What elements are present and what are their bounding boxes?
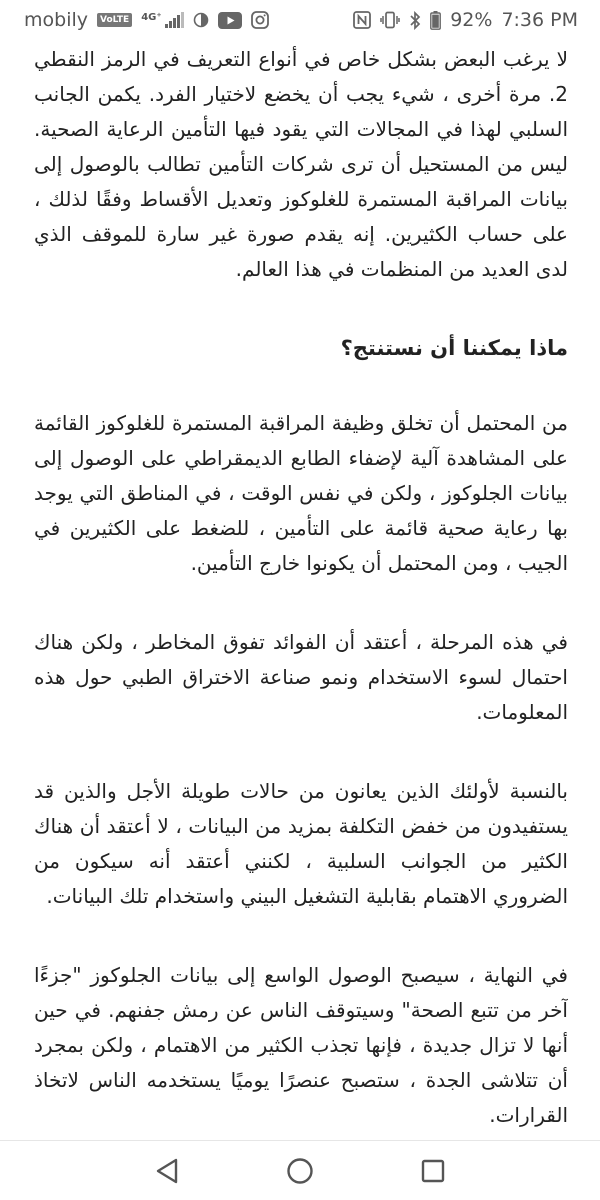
square-recents-icon bbox=[420, 1158, 446, 1184]
recents-button[interactable] bbox=[411, 1149, 455, 1193]
vibrate-icon bbox=[380, 11, 400, 29]
article-paragraph-2: من المحتمل أن تخلق وظيفة المراقبة المستمرة للغلوكوز القائمة على المشاهدة آلية لإضفاء الطابع الديمقراطي على الوصول إلى بيانات الجلوكوز ، ولكن في نفس الوقت ، في المناطق التي يوجد بها رعاية صحية قائمة على التأمين ، للضغط على الكثيرين في الجيب ، ومن المحتمل أن يكونوا خارج التأمين. bbox=[34, 411, 568, 575]
instagram-icon bbox=[251, 11, 269, 29]
clock: 7:36 PM bbox=[501, 9, 578, 31]
circle-home-icon bbox=[286, 1157, 314, 1185]
youtube-icon bbox=[218, 12, 242, 29]
triangle-back-icon bbox=[154, 1157, 180, 1185]
data-saver-icon bbox=[193, 12, 209, 28]
bluetooth-icon bbox=[409, 11, 421, 30]
navigation-bar bbox=[0, 1140, 600, 1200]
status-left bbox=[24, 9, 269, 31]
battery-icon bbox=[430, 11, 441, 30]
article-paragraph-4: بالنسبة لأولئك الذين يعانون من حالات طويلة الأجل والذين قد يستفيدون من خفض التكلفة بمزيد من البيانات ، لا أعتقد أن هناك الكثير من الجوانب السلبية ، لكنني أعتقد أنه سيكون من الضروري الاهتمام بقابلية التشغيل البيني واستخدام تلك البيانات. bbox=[34, 779, 568, 908]
article-body[interactable] bbox=[34, 42, 568, 1137]
volte-badge: VoLTE bbox=[97, 13, 132, 27]
section-heading: ماذا يمكننا أن نستنتج؟ bbox=[340, 336, 568, 360]
article-paragraph-5: في النهاية ، سيصبح الوصول الواسع إلى بيانات الجلوكوز "جزءًا آخر من تتبع الصحة" وسيتوقف الناس عن رمش جفنهم. في حين أنها لا تزال جديدة ، فإنها تجذب الكثير من الاهتمام ، ولكن بمجرد أن تتلاشى الجدة ، ستصبح عنصرًا يوميًا يستخدمه الناس لاتخاذ القرارات. bbox=[34, 963, 568, 1127]
article-paragraph-3: في هذه المرحلة ، أعتقد أن الفوائد تفوق المخاطر ، ولكن هناك احتمال لسوء الاستخدام ونمو صناعة الاختراق الطبي حول هذه المعلومات. bbox=[34, 630, 568, 724]
signal-icon bbox=[141, 12, 183, 28]
home-button[interactable] bbox=[278, 1149, 322, 1193]
nfc-icon bbox=[353, 11, 371, 29]
article-paragraph-1: لا يرغب البعض بشكل خاص في أنواع التعريف في الرمز النقطي 2. مرة أخرى ، شيء يجب أن يخضع لاختيار الفرد. يكمن الجانب السلبي لهذا في المجالات التي يقود فيها التأمين الرعاية الصحية. ليس من المستحيل أن ترى شركات التأمين تطالب بالوصول إلى بيانات المراقبة المستمرة للغلوكوز وتعديل الأقساط وفقًا لذلك ، على حساب الكثيرين. إنه يقدم صورة غير سارة للموقف الذي لدى العديد من المنظمات في هذا العالم. bbox=[34, 47, 568, 281]
battery-percent: 92% bbox=[450, 9, 493, 31]
status-right bbox=[353, 9, 578, 31]
carrier-name: mobily bbox=[24, 9, 88, 31]
status-bar bbox=[0, 0, 600, 40]
network-type: 4G⁺ bbox=[141, 12, 162, 23]
back-button[interactable] bbox=[145, 1149, 189, 1193]
